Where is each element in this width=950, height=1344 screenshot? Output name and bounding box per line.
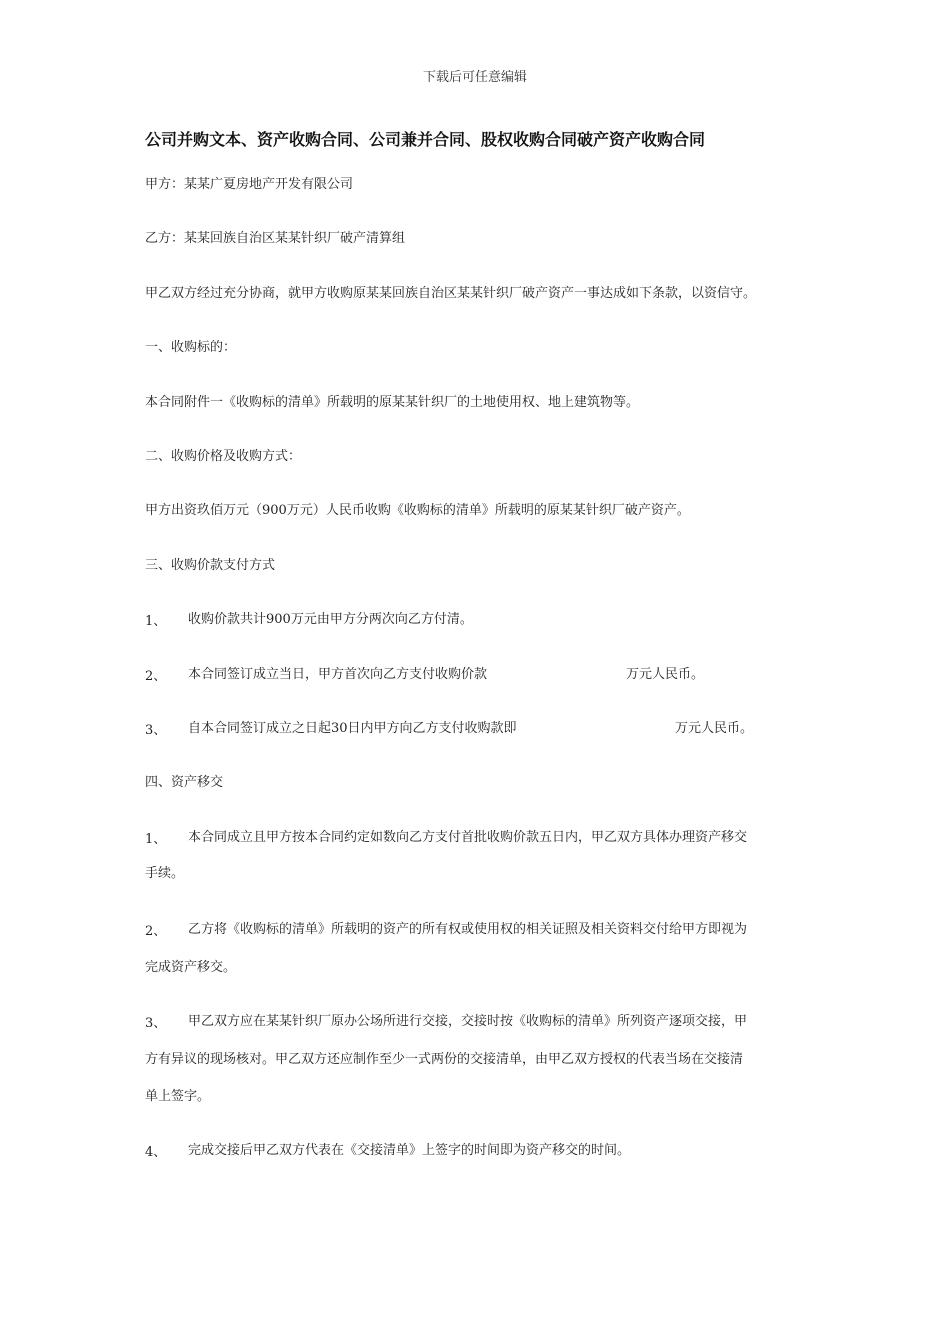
section2-heading: 二、收购价格及收购方式： (145, 449, 302, 464)
item-number: 3、 (145, 1016, 167, 1031)
item-text: 本合同签订成立当日，甲方首次向乙方支付收购价款 (188, 667, 488, 682)
item-line-1: 甲乙双方应在某某针织厂原办公场所进行交接，交接时按《收购标的清单》所列资产逐项交接，甲 (188, 1014, 748, 1029)
party-b: 乙方：某某回族自治区某某针织厂破产清算组 (145, 231, 406, 246)
page-header-note: 下载后可任意编辑 (422, 70, 527, 85)
section2-body: 甲方出资玖佰万元（900万元）人民币收购《收购标的清单》所载明的原某某针织厂破产资产。 (145, 503, 690, 518)
item-suffix: 万元人民币。 (626, 667, 705, 682)
item-line-1: 完成交接后甲乙双方代表在《交接清单》上签字的时间即为资产移交的时间。 (188, 1143, 631, 1158)
item-number: 2、 (145, 669, 167, 684)
section1-body: 本合同附件一《收购标的清单》所载明的原某某针织厂的土地使用权、地上建筑物等。 (145, 395, 640, 410)
item-number: 4、 (145, 1145, 167, 1160)
item-text: 收购价款共计900万元由甲方分两次向乙方付清。 (188, 612, 473, 627)
item-number: 3、 (145, 723, 167, 738)
document-title: 公司并购文本、资产收购合同、公司兼并合同、股权收购合同破产资产收购合同 (145, 130, 706, 149)
party-a: 甲方：某某广夏房地产开发有限公司 (145, 177, 354, 192)
item-number: 1、 (145, 832, 167, 847)
item-line-2: 完成资产移交。 (145, 960, 237, 975)
item-line-1: 本合同成立且甲方按本合同约定如数向乙方支付首批收购价款五日内，甲乙双方具体办理资产移交 (188, 830, 748, 845)
item-text: 自本合同签订成立之日起30日内甲方向乙方支付收购款即 (188, 721, 517, 736)
section1-heading: 一、收购标的： (145, 340, 237, 355)
item-number: 1、 (145, 614, 167, 629)
section3-heading: 三、收购价款支付方式 (145, 558, 276, 573)
section4-heading: 四、资产移交 (145, 775, 224, 790)
item-suffix: 万元人民币。 (675, 721, 754, 736)
item-line-2: 手续。 (145, 866, 185, 881)
item-line-2: 方有异议的现场核对。甲乙双方还应制作至少一式两份的交接清单，由甲乙双方授权的代表当场在交接清 (145, 1052, 744, 1067)
item-number: 2、 (145, 924, 167, 939)
item-line-1: 乙方将《收购标的清单》所载明的资产的所有权或使用权的相关证照及相关资料交付给甲方即视为 (188, 922, 748, 937)
item-line-3: 单上签字。 (145, 1089, 211, 1104)
preamble: 甲乙双方经过充分协商，就甲方收购原某某回族自治区某某针织厂破产资产一事达成如下条款，以资信守。 (145, 286, 757, 301)
